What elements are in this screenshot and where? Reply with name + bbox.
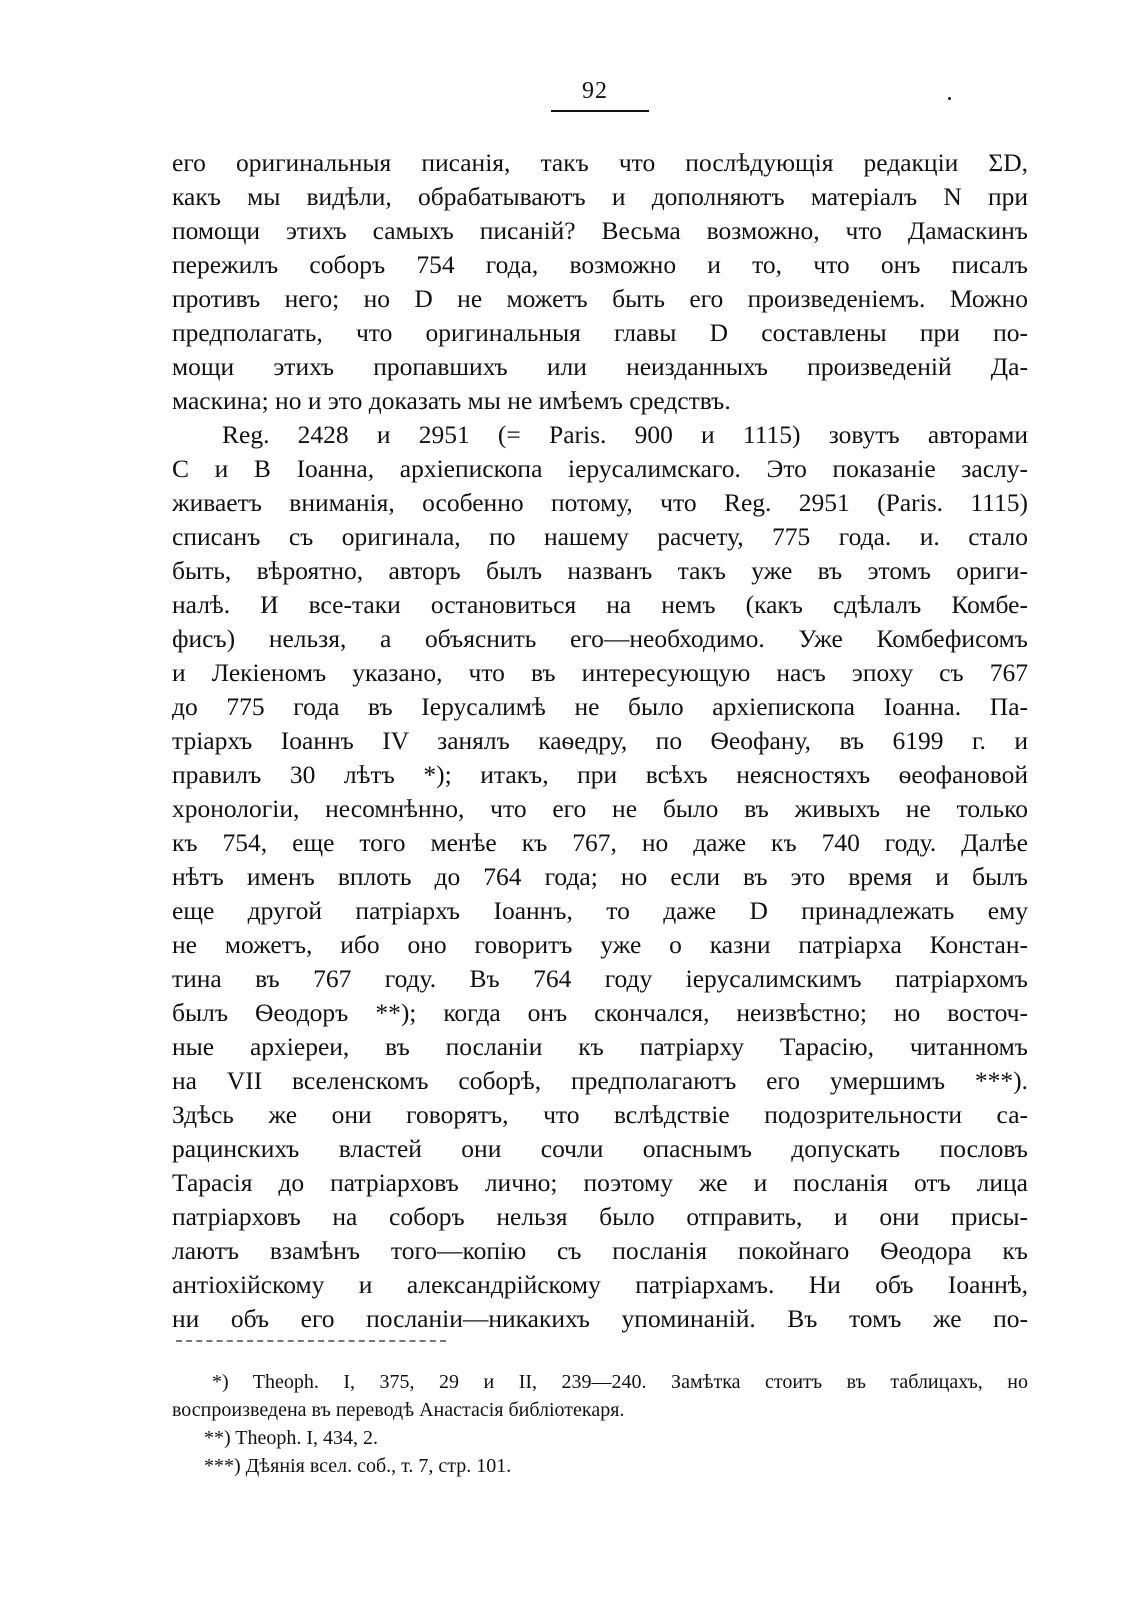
text-line: ни объ его посланіи—никакихъ упоминаній. Въ томъ же по- xyxy=(172,1304,1028,1333)
text-line: какъ мы видѣли, обрабатываютъ и дополняютъ матеріалъ N при xyxy=(172,182,1028,211)
text-line: до 775 года въ Іерусалимѣ не было архіепископа Іоанна. Па- xyxy=(172,692,1028,721)
text-line: маскина; но и это доказать мы не имѣемъ средствъ. xyxy=(172,386,731,415)
text-line: не можетъ, ибо оно говоритъ уже о казни патріарха Констан- xyxy=(172,930,1028,959)
print-speck xyxy=(948,97,951,100)
text-line: нѣтъ именъ вплоть до 764 года; но если въ это время и былъ xyxy=(172,862,1028,891)
text-line: живаетъ вниманія, особенно потому, что Reg. 2951 (Paris. 1115) xyxy=(172,488,1028,517)
text-line: списанъ съ оригинала, по нашему расчету, 775 года. и. стало xyxy=(172,522,1028,551)
text-line: его оригинальныя писанія, такъ что послѣдующія редакціи ΣD, xyxy=(172,148,1028,177)
text-line: тина въ 767 году. Въ 764 году іерусалимскимъ патріархомъ xyxy=(172,964,1028,993)
text-line: былъ Ѳеодоръ **); когда онъ скончался, неизвѣстно; но восточ- xyxy=(172,998,1028,1027)
text-line: помощи этихъ самыхъ писаній? Весьма возможно, что Дамаскинъ xyxy=(172,216,1028,245)
text-line: налѣ. И все-таки остановиться на немъ (какъ сдѣлалъ Комбе- xyxy=(172,590,1028,619)
text-line: антіохійскому и александрійскому патріархамъ. Ни объ Іоаннѣ, xyxy=(172,1270,1028,1299)
text-line: Здѣсь же они говорятъ, что вслѣдствіе подозрительности са- xyxy=(172,1100,1028,1129)
page-number: 92 xyxy=(582,78,608,104)
text-line: на VII вселенскомъ соборѣ, предполагаютъ его умершимъ ***). xyxy=(172,1066,1028,1095)
footnotes xyxy=(172,1368,1028,1480)
text-line: еще другой патріархъ Іоаннъ, то даже D принадлежать ему xyxy=(172,896,1028,925)
text-line: лаютъ взамѣнъ того—копію съ посланія покойнаго Ѳеодора къ xyxy=(172,1236,1028,1265)
footnote-line: ***) Дѣянія всел. соб., т. 7, стр. 101. xyxy=(204,1455,512,1477)
text-line: пережилъ соборъ 754 года, возможно и то, что онъ писалъ xyxy=(172,250,1028,279)
text-line: быть, вѣроятно, авторъ былъ названъ такъ уже въ этомъ ориги- xyxy=(172,556,1028,585)
text-line: ные архіереи, въ посланіи къ патріарху Тарасію, читанномъ xyxy=(172,1032,1028,1061)
text-line: фисъ) нельзя, а объяснить его—необходимо. Уже Комбефисомъ xyxy=(172,624,1028,653)
footnote-separator xyxy=(176,1340,446,1342)
footnote-line: воспроизведена въ переводѣ Анастасія библіотекаря. xyxy=(172,1399,625,1421)
text-line: Тарасія до патріарховъ лично; поэтому же и посланія отъ лица xyxy=(172,1168,1028,1197)
text-line: тріархъ Іоаннъ IV занялъ каѳедру, по Ѳеофану, въ 6199 г. и xyxy=(172,726,1028,755)
text-line: и Лекіеномъ указано, что въ интересующую насъ эпоху съ 767 xyxy=(172,658,1028,687)
footnote-line: **) Theoph. I, 434, 2. xyxy=(204,1427,379,1449)
header-rule xyxy=(551,110,649,112)
text-line: хронологіи, несомнѣнно, что его не было въ живыхъ не только xyxy=(172,794,1028,823)
text-line: рацинскихъ властей они сочли опаснымъ допускать пословъ xyxy=(172,1134,1028,1163)
text-line: C и B Іоанна, архіепископа іерусалимскаго. Это показаніе заслу- xyxy=(172,454,1028,483)
body-text xyxy=(172,146,1028,1336)
footnote-line: *) Theoph. I, 375, 29 и II, 239—240. Замѣтка стоитъ въ таблицахъ, но xyxy=(212,1371,1028,1393)
text-line: мощи этихъ пропавшихъ или неизданныхъ произведеній Да- xyxy=(172,352,1028,381)
text-line: патріарховъ на соборъ нельзя было отправить, и они присы- xyxy=(172,1202,1028,1231)
text-line: предполагать, что оригинальныя главы D составлены при по- xyxy=(172,318,1028,347)
text-line: Reg. 2428 и 2951 (= Paris. 900 и 1115) зовутъ авторами xyxy=(222,420,1028,449)
text-line: къ 754, еще того менѣе къ 767, но даже къ 740 году. Далѣе xyxy=(172,828,1028,857)
text-line: противъ него; но D не можетъ быть его произведеніемъ. Можно xyxy=(172,284,1028,313)
text-line: правилъ 30 лѣтъ *); итакъ, при всѣхъ неясностяхъ ѳеофановой xyxy=(172,760,1028,789)
